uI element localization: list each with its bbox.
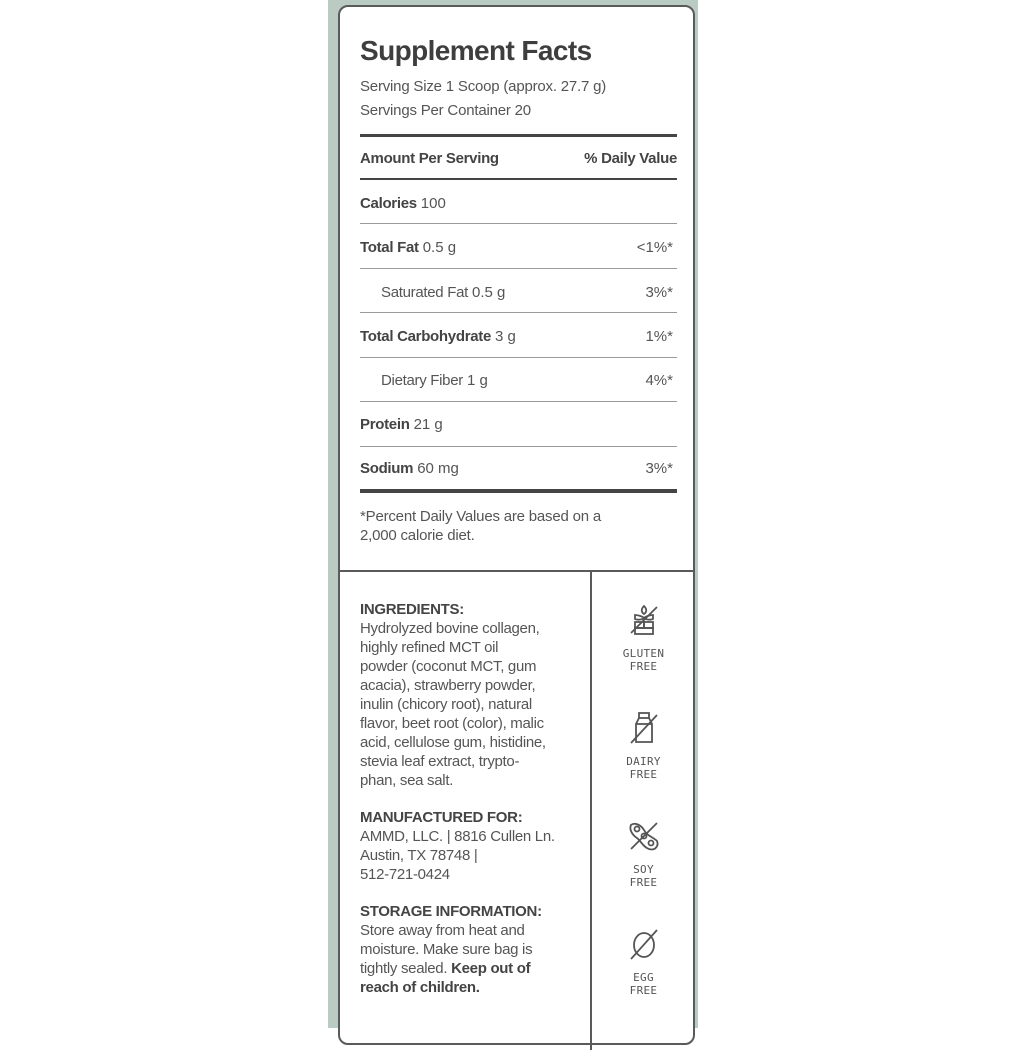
nutrient-row-saturated-fat: Saturated Fat 0.5 g 3%* <box>381 284 673 301</box>
serving-size: Serving Size 1 Scoop (approx. 27.7 g) <box>360 78 607 95</box>
nutrient-row-calories: Calories 100 <box>360 195 446 212</box>
nutrient-row-sodium: Sodium 60 mg 3%* <box>360 460 673 477</box>
nutrient-row-dietary-fiber: Dietary Fiber 1 g 4%* <box>381 372 673 389</box>
thick-rule-bottom <box>360 489 677 493</box>
manufacturer-block: MANUFACTURED FOR: AMMD, LLC. | 8816 Cullen Ln. Austin, TX 78748 | 512-721-0424 <box>360 808 585 884</box>
nutrient-row-total-carbohydrate: Total Carbohydrate 3 g 1%* <box>360 328 673 345</box>
soy-free-icon <box>627 819 661 853</box>
badge-soy-free: SOY FREE <box>592 819 695 889</box>
nutrient-row-total-fat: Total Fat 0.5 g <1%* <box>360 239 673 256</box>
dairy-free-icon <box>627 711 661 745</box>
egg-free-icon <box>627 927 661 961</box>
ingredients-heading: INGREDIENTS: <box>360 601 464 618</box>
nutrient-row-protein: Protein 21 g <box>360 416 443 433</box>
badge-dairy-free: DAIRY FREE <box>592 711 695 781</box>
row-divider <box>360 446 677 447</box>
thick-rule <box>360 134 677 137</box>
facts-header <box>360 150 677 167</box>
amount-per-serving-label: Amount Per Serving <box>360 150 499 167</box>
row-divider <box>360 223 677 224</box>
servings-per-container: Servings Per Container 20 <box>360 102 531 119</box>
ingredients-block: INGREDIENTS: Hydrolyzed bovine collagen, highly refined MCT oil powder (coconut MCT, gum acacia), strawberry powder, inulin (chicory root), natural flavor, beet root (color), malic acid, cellulose gum, histidine, stevia leaf extract, trypto- phan, sea salt. <box>360 600 585 790</box>
section-divider <box>340 570 693 572</box>
row-divider <box>360 357 677 358</box>
daily-value-label: % Daily Value <box>584 150 677 167</box>
panel-title: Supplement Facts <box>360 35 592 66</box>
row-divider <box>360 401 677 402</box>
row-divider <box>360 268 677 269</box>
header-rule <box>360 178 677 180</box>
badge-egg-free: EGG FREE <box>592 927 695 997</box>
manufacturer-heading: MANUFACTURED FOR: <box>360 809 523 826</box>
gluten-free-icon <box>627 603 661 637</box>
row-divider <box>360 312 677 313</box>
storage-block: STORAGE INFORMATION: Store away from heat and moisture. Make sure bag is tightly sealed. Keep out of reach of children. <box>360 902 585 997</box>
supplement-facts-label <box>338 5 695 1045</box>
badge-gluten-free: GLUTEN FREE <box>592 603 695 673</box>
daily-value-footnote: *Percent Daily Values are based on a 2,000 calorie diet. <box>360 508 602 544</box>
storage-heading: STORAGE INFORMATION: <box>360 903 542 920</box>
